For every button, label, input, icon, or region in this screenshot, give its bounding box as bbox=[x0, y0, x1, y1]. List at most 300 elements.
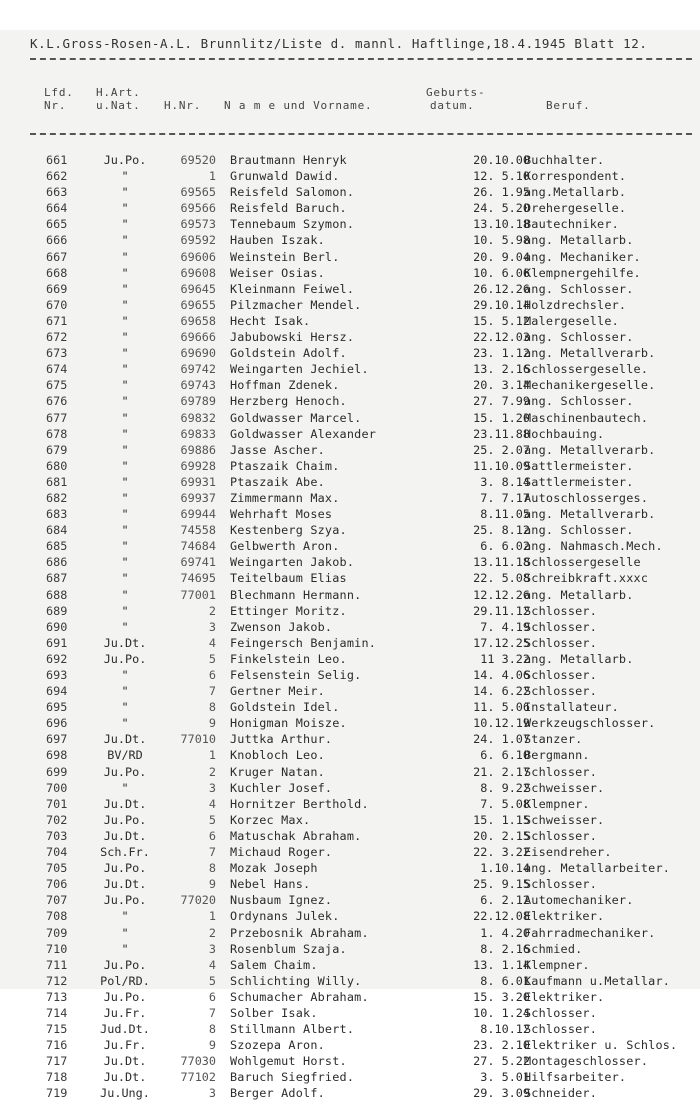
row-occupation: Installateur. bbox=[524, 700, 619, 715]
row-name: Hoffman Zdenek. bbox=[230, 378, 340, 393]
row-category: " bbox=[121, 716, 129, 731]
row-category: " bbox=[121, 619, 129, 634]
row-name: Juttka Arthur. bbox=[230, 732, 333, 747]
row-occupation: Buchhalter. bbox=[524, 153, 605, 167]
row-name: Wehrhaft Moses bbox=[230, 507, 333, 522]
row-name: Schlichting Willy. bbox=[230, 973, 362, 988]
row-birthdate: 15. 1.20 bbox=[473, 410, 530, 425]
row-birthdate: 13.10.18 bbox=[473, 217, 530, 232]
row-number: 718 bbox=[46, 1070, 68, 1085]
row-category: Pol/RD. bbox=[100, 973, 150, 988]
row-name: Schumacher Abraham. bbox=[230, 989, 369, 1004]
row-prisoner-number: 69573 bbox=[180, 217, 216, 232]
row-occupation: Kaufmann u.Metallar. bbox=[524, 973, 671, 988]
list-row bbox=[0, 490, 700, 506]
row-category: " bbox=[121, 265, 129, 280]
row-category: " bbox=[121, 780, 129, 795]
row-name: Honigman Moisze. bbox=[230, 716, 347, 731]
list-row bbox=[0, 731, 700, 747]
row-birthdate: 14. 6.22 bbox=[473, 684, 530, 699]
row-birthdate: 1. 4.20 bbox=[480, 925, 530, 940]
row-prisoner-number: 77010 bbox=[180, 732, 216, 747]
row-category: " bbox=[121, 281, 129, 296]
row-prisoner-number: 3 bbox=[208, 1086, 216, 1101]
row-name: Szozepa Aron. bbox=[230, 1038, 325, 1053]
list-row bbox=[0, 941, 700, 957]
list-row bbox=[0, 1021, 700, 1037]
row-number: 671 bbox=[46, 313, 68, 328]
row-name: Weingarten Jakob. bbox=[230, 555, 355, 570]
row-birthdate: 11 3.22 bbox=[480, 651, 530, 666]
row-prisoner-number: 3 bbox=[208, 619, 216, 634]
list-row bbox=[0, 1085, 700, 1101]
row-category: " bbox=[121, 458, 129, 473]
row-birthdate: 15. 3.20 bbox=[473, 989, 530, 1004]
row-number: 717 bbox=[46, 1054, 68, 1069]
list-row bbox=[0, 651, 700, 667]
row-occupation: Autoschlosserges. bbox=[524, 490, 649, 505]
row-birthdate: 22. 3.22 bbox=[473, 845, 530, 860]
row-occupation: Schlosser. bbox=[524, 877, 598, 892]
row-number: 715 bbox=[46, 1022, 68, 1037]
header-geburtsdatum bbox=[426, 86, 485, 112]
row-occupation: Schweisser. bbox=[524, 812, 605, 827]
row-number: 673 bbox=[46, 346, 68, 361]
row-prisoner-number: 6 bbox=[208, 828, 216, 843]
list-row bbox=[0, 989, 700, 1005]
row-category: " bbox=[121, 523, 129, 538]
row-number: 661 bbox=[46, 153, 68, 167]
row-occupation: ang. Metallverarb. bbox=[524, 442, 656, 457]
row-number: 681 bbox=[46, 474, 68, 489]
list-row bbox=[0, 216, 700, 232]
row-prisoner-number: 4 bbox=[208, 957, 216, 972]
list-row bbox=[0, 780, 700, 796]
header-geb-line1: Geburts- bbox=[426, 86, 486, 99]
row-category: Ju.Po. bbox=[103, 861, 147, 876]
row-category: " bbox=[121, 362, 129, 377]
row-category: Ju.Dt. bbox=[103, 635, 147, 650]
header-geb-line2: datum. bbox=[430, 99, 475, 112]
row-category: " bbox=[121, 169, 129, 184]
list-row bbox=[0, 570, 700, 586]
row-occupation: Schmied. bbox=[524, 941, 583, 956]
row-birthdate: 23.11.88 bbox=[473, 426, 530, 441]
list-row bbox=[0, 699, 700, 715]
list-row bbox=[0, 844, 700, 860]
row-birthdate: 3. 5.01 bbox=[480, 1070, 530, 1085]
row-name: Jabubowski Hersz. bbox=[230, 330, 355, 345]
header-divider bbox=[30, 133, 692, 135]
row-occupation: Bergmann. bbox=[524, 748, 590, 763]
row-birthdate: 29.10.14 bbox=[473, 297, 530, 312]
row-birthdate: 10.12.19 bbox=[473, 716, 530, 731]
list-row bbox=[0, 908, 700, 924]
row-category: " bbox=[121, 233, 129, 248]
row-number: 703 bbox=[46, 828, 68, 843]
row-category: " bbox=[121, 201, 129, 216]
row-occupation: ang. Mechaniker. bbox=[524, 249, 641, 264]
row-birthdate: 23. 2.10 bbox=[473, 1038, 530, 1053]
row-occupation: Automechaniker. bbox=[524, 893, 634, 908]
row-number: 685 bbox=[46, 539, 68, 554]
list-row bbox=[0, 828, 700, 844]
row-number: 666 bbox=[46, 233, 68, 248]
row-prisoner-number: 69832 bbox=[180, 410, 216, 425]
row-prisoner-number: 69658 bbox=[180, 313, 216, 328]
row-occupation: ang. Metallarb. bbox=[524, 587, 634, 602]
list-row bbox=[0, 522, 700, 538]
row-name: Berger Adolf. bbox=[230, 1086, 325, 1101]
row-category: Ju.Fr. bbox=[103, 1038, 147, 1053]
row-category: Ju.Dt. bbox=[103, 732, 147, 747]
list-row bbox=[0, 393, 700, 409]
row-occupation: Stanzer. bbox=[524, 732, 583, 747]
row-name: Nusbaum Ignez. bbox=[230, 893, 333, 908]
row-birthdate: 8.11.05 bbox=[480, 507, 530, 522]
row-occupation: Sattlermeister. bbox=[524, 458, 634, 473]
row-prisoner-number: 69789 bbox=[180, 394, 216, 409]
list-row bbox=[0, 152, 700, 168]
row-number: 696 bbox=[46, 716, 68, 731]
header-lfd-nr bbox=[44, 86, 74, 112]
row-category: Ju.Po. bbox=[103, 153, 147, 167]
row-prisoner-number: 77030 bbox=[180, 1054, 216, 1069]
row-number: 701 bbox=[46, 796, 68, 811]
row-number: 694 bbox=[46, 684, 68, 699]
row-prisoner-number: 69690 bbox=[180, 346, 216, 361]
row-category: " bbox=[121, 442, 129, 457]
row-number: 672 bbox=[46, 330, 68, 345]
row-occupation: ang. Metallarb. bbox=[524, 233, 634, 248]
row-birthdate: 3. 8.14 bbox=[480, 474, 530, 489]
row-prisoner-number: 69645 bbox=[180, 281, 216, 296]
row-number: 664 bbox=[46, 201, 68, 216]
row-prisoner-number: 9 bbox=[208, 1038, 216, 1053]
row-birthdate: 6. 6.02 bbox=[480, 539, 530, 554]
row-prisoner-number: 2 bbox=[208, 764, 216, 779]
row-number: 716 bbox=[46, 1038, 68, 1053]
row-name: Solber Isak. bbox=[230, 1005, 318, 1020]
row-category: Ju.Fr. bbox=[103, 1005, 147, 1020]
row-name: Michaud Roger. bbox=[230, 845, 333, 860]
row-prisoner-number: 7 bbox=[208, 845, 216, 860]
header-name: N a m e und Vorname. bbox=[224, 99, 373, 112]
row-birthdate: 20. 2.15 bbox=[473, 828, 530, 843]
row-category: " bbox=[121, 185, 129, 200]
row-prisoner-number: 6 bbox=[208, 668, 216, 682]
row-category: Ju.Po. bbox=[103, 651, 147, 666]
row-occupation: Klempner. bbox=[524, 796, 590, 811]
row-name: Brautmann Henryk bbox=[230, 153, 347, 167]
row-number: 708 bbox=[46, 909, 68, 924]
row-birthdate: 12.12.26 bbox=[473, 587, 530, 602]
row-number: 686 bbox=[46, 555, 68, 570]
list-row bbox=[0, 168, 700, 184]
row-number: 684 bbox=[46, 523, 68, 538]
header-beruf: Beruf. bbox=[546, 99, 591, 112]
row-birthdate: 20. 3.14 bbox=[473, 378, 530, 393]
row-name: Grunwald Dawid. bbox=[230, 169, 340, 184]
list-row bbox=[0, 925, 700, 941]
row-name: Weingarten Jechiel. bbox=[230, 362, 369, 377]
row-category: " bbox=[121, 474, 129, 489]
row-number: 698 bbox=[46, 748, 68, 763]
row-number: 697 bbox=[46, 732, 68, 747]
row-occupation: Hochbauing. bbox=[524, 426, 605, 441]
row-occupation: Schlosser. bbox=[524, 764, 598, 779]
row-prisoner-number: 69666 bbox=[180, 330, 216, 345]
row-category: Jud.Dt. bbox=[100, 1022, 150, 1037]
row-prisoner-number: 69741 bbox=[180, 555, 216, 570]
row-occupation: Bautechniker. bbox=[524, 217, 619, 232]
row-number: 711 bbox=[46, 957, 68, 972]
row-occupation: ang. Schlosser. bbox=[524, 281, 634, 296]
row-number: 682 bbox=[46, 490, 68, 505]
row-category: Ju.Po. bbox=[103, 812, 147, 827]
row-prisoner-number: 4 bbox=[208, 796, 216, 811]
row-category: Ju.Po. bbox=[103, 764, 147, 779]
list-row bbox=[0, 329, 700, 345]
row-category: " bbox=[121, 394, 129, 409]
row-category: " bbox=[121, 941, 129, 956]
row-name: Felsenstein Selig. bbox=[230, 668, 362, 682]
row-number: 710 bbox=[46, 941, 68, 956]
list-row bbox=[0, 377, 700, 393]
row-occupation: Klempnergehilfe. bbox=[524, 265, 641, 280]
row-name: Nebel Hans. bbox=[230, 877, 311, 892]
row-prisoner-number: 8 bbox=[208, 1022, 216, 1037]
row-category: Ju.Po. bbox=[103, 989, 147, 1004]
row-occupation: Schlosser. bbox=[524, 635, 598, 650]
row-birthdate: 14. 4.06 bbox=[473, 668, 530, 682]
row-birthdate: 15. 1.15 bbox=[473, 812, 530, 827]
header-hnr: H.Nr. bbox=[164, 99, 202, 112]
row-prisoner-number: 9 bbox=[208, 716, 216, 731]
row-name: Hecht Isak. bbox=[230, 313, 311, 328]
row-number: 706 bbox=[46, 877, 68, 892]
row-name: Goldstein Adolf. bbox=[230, 346, 347, 361]
row-name: Ptaszaik Abe. bbox=[230, 474, 325, 489]
row-occupation: Sattlermeister. bbox=[524, 474, 634, 489]
row-prisoner-number: 3 bbox=[208, 780, 216, 795]
row-birthdate: 1.10.14 bbox=[480, 861, 530, 876]
document-title: K.L.Gross-Rosen-A.L. Brunnlitz/Liste d. mannl. Haftlinge,18.4.1945 Blatt 12. bbox=[30, 36, 648, 51]
header-hart-nat bbox=[96, 86, 141, 112]
row-category: " bbox=[121, 217, 129, 232]
row-name: Knobloch Leo. bbox=[230, 748, 325, 763]
row-prisoner-number: 8 bbox=[208, 700, 216, 715]
row-occupation: Elektriker. bbox=[524, 989, 605, 1004]
row-number: 712 bbox=[46, 973, 68, 988]
row-number: 669 bbox=[46, 281, 68, 296]
row-prisoner-number: 77020 bbox=[180, 893, 216, 908]
row-number: 699 bbox=[46, 764, 68, 779]
row-number: 689 bbox=[46, 603, 68, 618]
row-name: Goldstein Idel. bbox=[230, 700, 340, 715]
row-birthdate: 10. 6.06 bbox=[473, 265, 530, 280]
row-category: " bbox=[121, 426, 129, 441]
list-row bbox=[0, 345, 700, 361]
row-name: Przebosnik Abraham. bbox=[230, 925, 369, 940]
row-name: Hornitzer Berthold. bbox=[230, 796, 369, 811]
row-number: 668 bbox=[46, 265, 68, 280]
row-name: Finkelstein Leo. bbox=[230, 651, 347, 666]
row-name: Rosenblum Szaja. bbox=[230, 941, 347, 956]
row-prisoner-number: 69944 bbox=[180, 507, 216, 522]
row-category: " bbox=[121, 313, 129, 328]
row-category: " bbox=[121, 668, 129, 682]
row-birthdate: 6. 6.10 bbox=[480, 748, 530, 763]
row-prisoner-number: 2 bbox=[208, 925, 216, 940]
row-birthdate: 24. 1.07 bbox=[473, 732, 530, 747]
row-category: " bbox=[121, 684, 129, 699]
row-prisoner-number: 7 bbox=[208, 1005, 216, 1020]
list-row bbox=[0, 538, 700, 554]
list-row bbox=[0, 747, 700, 763]
row-occupation: ang. Schlosser. bbox=[524, 330, 634, 345]
row-birthdate: 10. 5.98 bbox=[473, 233, 530, 248]
row-prisoner-number: 5 bbox=[208, 651, 216, 666]
row-number: 719 bbox=[46, 1086, 68, 1101]
row-category: " bbox=[121, 249, 129, 264]
row-category: " bbox=[121, 555, 129, 570]
row-birthdate: 22. 5.08 bbox=[473, 571, 530, 586]
row-number: 678 bbox=[46, 426, 68, 441]
row-birthdate: 29.11.12 bbox=[473, 603, 530, 618]
list-row bbox=[0, 667, 700, 683]
row-occupation: Schlossergeselle. bbox=[524, 362, 649, 377]
row-category: " bbox=[121, 378, 129, 393]
row-occupation: Schlosser. bbox=[524, 1022, 598, 1037]
row-prisoner-number: 4 bbox=[208, 635, 216, 650]
row-prisoner-number: 69565 bbox=[180, 185, 216, 200]
row-occupation: Hilfsarbeiter. bbox=[524, 1070, 627, 1085]
row-number: 680 bbox=[46, 458, 68, 473]
row-birthdate: 24. 5.20 bbox=[473, 201, 530, 216]
list-row bbox=[0, 200, 700, 216]
row-occupation: Schneider. bbox=[524, 1086, 598, 1101]
list-row bbox=[0, 297, 700, 313]
row-category: " bbox=[121, 346, 129, 361]
row-birthdate: 13. 2.16 bbox=[473, 362, 530, 377]
row-number: 679 bbox=[46, 442, 68, 457]
row-number: 695 bbox=[46, 700, 68, 715]
header-lfd-line1: Lfd. bbox=[44, 86, 74, 99]
list-row bbox=[0, 860, 700, 876]
row-name: Weinstein Berl. bbox=[230, 249, 340, 264]
row-prisoner-number: 69928 bbox=[180, 458, 216, 473]
header-hart-line1: H.Art. bbox=[96, 86, 141, 99]
row-occupation: Schlosser. bbox=[524, 619, 598, 634]
row-name: Weiser Osias. bbox=[230, 265, 325, 280]
row-birthdate: 15. 5.12 bbox=[473, 313, 530, 328]
row-name: Kruger Natan. bbox=[230, 764, 325, 779]
row-number: 700 bbox=[46, 780, 68, 795]
row-occupation: Schlosser. bbox=[524, 1005, 598, 1020]
row-birthdate: 8. 6.01 bbox=[480, 973, 530, 988]
list-row bbox=[0, 458, 700, 474]
row-name: Kestenberg Szya. bbox=[230, 523, 347, 538]
row-occupation: Fahrradmechaniker. bbox=[524, 925, 656, 940]
row-number: 662 bbox=[46, 169, 68, 184]
row-occupation: Schreibkraft.xxxc bbox=[524, 571, 649, 586]
header-lfd-line2: Nr. bbox=[44, 99, 67, 112]
row-prisoner-number: 69655 bbox=[180, 297, 216, 312]
list-row bbox=[0, 892, 700, 908]
row-category: " bbox=[121, 909, 129, 924]
row-birthdate: 11.10.09 bbox=[473, 458, 530, 473]
row-name: Reisfeld Baruch. bbox=[230, 201, 347, 216]
row-name: Salem Chaim. bbox=[230, 957, 318, 972]
row-number: 674 bbox=[46, 362, 68, 377]
list-row bbox=[0, 635, 700, 651]
row-birthdate: 7. 4.19 bbox=[480, 619, 530, 634]
row-occupation: Malergeselle. bbox=[524, 313, 619, 328]
row-category: " bbox=[121, 700, 129, 715]
row-prisoner-number: 2 bbox=[208, 603, 216, 618]
row-prisoner-number: 77102 bbox=[180, 1070, 216, 1085]
list-row bbox=[0, 442, 700, 458]
row-prisoner-number: 69833 bbox=[180, 426, 216, 441]
row-number: 693 bbox=[46, 668, 68, 682]
row-prisoner-number: 1 bbox=[208, 909, 216, 924]
row-category: " bbox=[121, 297, 129, 312]
row-name: Blechmann Hermann. bbox=[230, 587, 362, 602]
row-category: Ju.Dt. bbox=[103, 1070, 147, 1085]
row-prisoner-number: 6 bbox=[208, 989, 216, 1004]
row-occupation: Schlosser. bbox=[524, 828, 598, 843]
list-row bbox=[0, 554, 700, 570]
row-name: Korzec Max. bbox=[230, 812, 311, 827]
row-birthdate: 7. 5.08 bbox=[480, 796, 530, 811]
list-row bbox=[0, 313, 700, 329]
row-occupation: Holzdrechsler. bbox=[524, 297, 627, 312]
row-number: 704 bbox=[46, 845, 68, 860]
row-occupation: ang. Metallarb. bbox=[524, 651, 634, 666]
header-hart-line2: u.Nat. bbox=[96, 99, 141, 112]
row-number: 688 bbox=[46, 587, 68, 602]
row-prisoner-number: 7 bbox=[208, 684, 216, 699]
row-name: Pilzmacher Mendel. bbox=[230, 297, 362, 312]
row-category: Ju.Ung. bbox=[100, 1086, 150, 1101]
row-category: " bbox=[121, 410, 129, 425]
row-birthdate: 27. 5.22 bbox=[473, 1054, 530, 1069]
row-number: 713 bbox=[46, 989, 68, 1004]
row-name: Ptaszaik Chaim. bbox=[230, 458, 340, 473]
row-number: 709 bbox=[46, 925, 68, 940]
row-occupation: Drehergeselle. bbox=[524, 201, 627, 216]
row-name: Hauben Iszak. bbox=[230, 233, 325, 248]
list-row bbox=[0, 474, 700, 490]
row-name: Ettinger Moritz. bbox=[230, 603, 347, 618]
row-occupation: ang. Metallverarb. bbox=[524, 507, 656, 522]
row-occupation: ang.Metallarb. bbox=[524, 185, 627, 200]
row-birthdate: 29. 3.09 bbox=[473, 1086, 530, 1101]
row-birthdate: 8. 9.22 bbox=[480, 780, 530, 795]
row-category: " bbox=[121, 330, 129, 345]
row-name: Reisfeld Salomon. bbox=[230, 185, 355, 200]
row-category: " bbox=[121, 587, 129, 602]
list-row bbox=[0, 619, 700, 635]
row-name: Goldwasser Alexander bbox=[230, 426, 377, 441]
row-occupation: ang. Nahmasch.Mech. bbox=[524, 539, 663, 554]
row-occupation: Werkzeugschlosser. bbox=[524, 716, 656, 731]
row-name: Stillmann Albert. bbox=[230, 1022, 355, 1037]
row-birthdate: 8.10.12 bbox=[480, 1022, 530, 1037]
row-category: Ju.Dt. bbox=[103, 828, 147, 843]
row-category: BV/RD bbox=[107, 748, 143, 763]
